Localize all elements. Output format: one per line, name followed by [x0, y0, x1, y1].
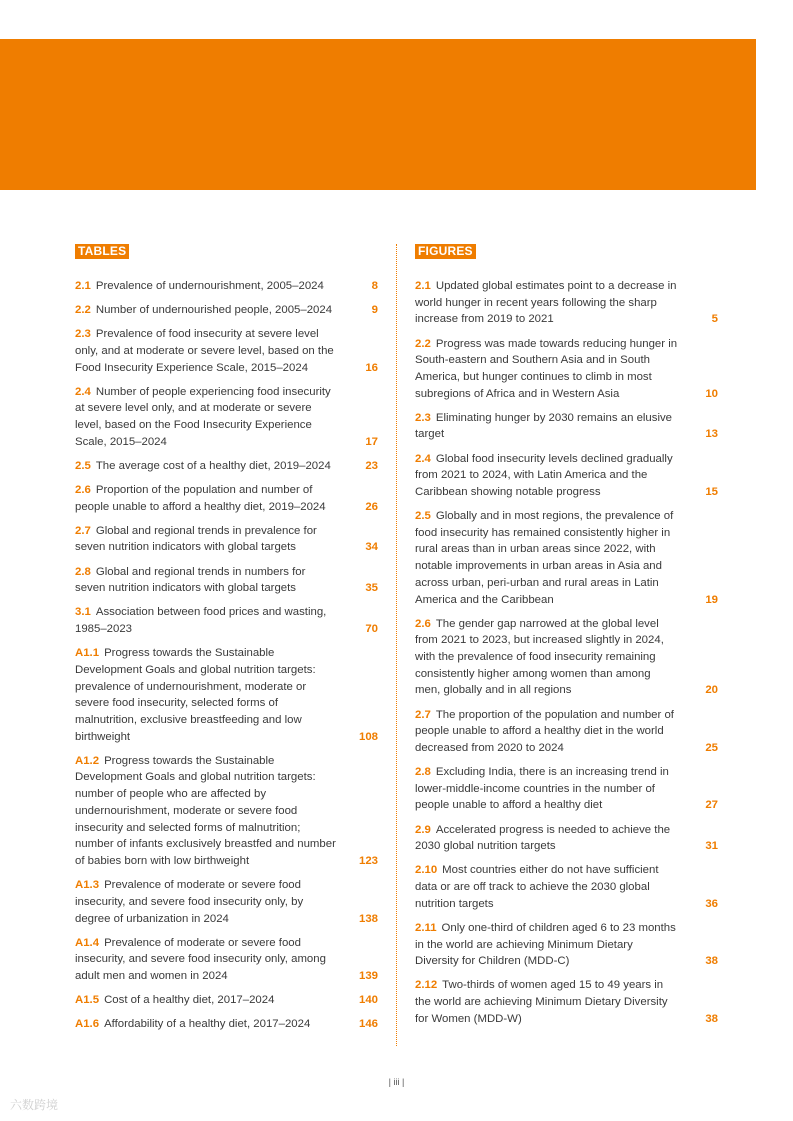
entry-number: 2.3 — [75, 328, 91, 341]
entry-number: 2.5 — [75, 459, 91, 472]
entry-number: A1.2 — [75, 754, 100, 767]
figure-entry[interactable] — [415, 920, 718, 970]
table-entry[interactable] — [75, 877, 378, 927]
entry-number: 2.1 — [415, 280, 431, 292]
entry-page: 35 — [365, 582, 378, 595]
entry-page: 139 — [358, 970, 378, 982]
entry-page: 138 — [358, 912, 378, 925]
entry-number: 2.3 — [415, 411, 431, 424]
figures-column — [415, 242, 718, 1035]
table-entry[interactable] — [75, 458, 378, 475]
entry-title: Global and regional trends in numbers for seven nutrition indicators with global targets — [75, 565, 306, 595]
entry-page: 27 — [705, 799, 718, 812]
table-entry[interactable] — [75, 278, 378, 295]
figure-entry[interactable] — [415, 616, 718, 700]
tables-list — [75, 278, 378, 1033]
entry-title: Proportion of the population and number of people unable to afford a healthy diet, 2019–2024 — [75, 483, 326, 513]
entry-page: 38 — [705, 1012, 718, 1025]
entry-title: Number of undernourished people, 2005–2024 — [95, 304, 333, 317]
column-divider — [396, 244, 397, 1046]
entry-title: Eliminating hunger by 2030 remains an elusive target — [415, 411, 673, 441]
entry-page: 108 — [358, 730, 378, 743]
figure-entry[interactable] — [415, 862, 718, 912]
entry-title: Prevalence of moderate or severe food insecurity, and severe food insecurity only, among adult men and women in 2024 — [75, 936, 326, 982]
table-entry[interactable] — [75, 564, 378, 597]
entry-number: 2.1 — [75, 280, 91, 292]
entry-title: Affordability of a healthy diet, 2017–2024 — [104, 1018, 311, 1031]
tables-column — [75, 242, 378, 1040]
entry-title: Progress was made towards reducing hunger in South-eastern and Southern Asia and in South America, but hunger continues to climb in most subregions of Africa and in Western Asia — [415, 337, 678, 400]
entry-number: 2.6 — [75, 483, 91, 496]
entry-page: 16 — [365, 361, 378, 374]
entry-number: A1.6 — [75, 1018, 100, 1031]
entry-number: 2.9 — [415, 823, 431, 836]
entry-title: Global food insecurity levels declined gradually from 2021 to 2024, with Latin America and the Caribbean showing notable progress — [415, 452, 673, 498]
table-entry[interactable] — [75, 523, 378, 556]
entry-number: A1.1 — [75, 647, 100, 660]
entry-page: 5 — [711, 313, 718, 326]
entry-number: 2.2 — [75, 304, 91, 317]
figure-entry[interactable] — [415, 410, 718, 443]
entry-page: 36 — [705, 897, 718, 910]
figure-entry[interactable] — [415, 278, 718, 328]
table-entry[interactable] — [75, 753, 378, 870]
entry-number: 2.5 — [415, 510, 431, 522]
table-entry[interactable] — [75, 326, 378, 376]
entry-title: Progress towards the Sustainable Development Goals and global nutrition targets: prevalence of undernourishment, moderate or severe food insecurity, selected forms of malnutrition, exclusive breastfeeding and low birthweight — [75, 647, 316, 743]
entry-page: 9 — [371, 304, 378, 317]
entry-title: Global and regional trends in prevalence for seven nutrition indicators with global targets — [75, 524, 317, 554]
figures-list — [415, 278, 718, 1027]
entry-page: 70 — [365, 623, 378, 636]
table-entry[interactable] — [75, 384, 378, 451]
header-banner — [0, 39, 756, 190]
entry-title: Number of people experiencing food insecurity at severe level only, and at moderate or severe level, based on the Food Insecurity Experience Scale, 2015–2024 — [75, 385, 331, 448]
entry-page: 31 — [705, 840, 718, 853]
entry-page: 123 — [358, 855, 378, 867]
entry-page: 15 — [705, 485, 718, 498]
entry-page: 8 — [371, 280, 378, 292]
entry-page: 140 — [358, 994, 378, 1007]
entry-title: Two-thirds of women aged 15 to 49 years in the world are achieving Minimum Dietary Diversity for Women (MDD-W) — [415, 979, 668, 1025]
entry-page: 146 — [358, 1018, 378, 1031]
entry-page: 26 — [365, 500, 378, 513]
entry-number: A1.4 — [75, 936, 100, 949]
entry-number: 2.10 — [415, 864, 438, 877]
table-entry[interactable] — [75, 482, 378, 515]
entry-number: A1.5 — [75, 994, 100, 1007]
entry-page: 17 — [365, 435, 378, 448]
entry-title: The proportion of the population and number of people unable to afford a healthy diet in the world decreased from 2020 to 2024 — [415, 708, 674, 754]
page-folio: | iii | — [388, 1077, 405, 1087]
table-entry[interactable] — [75, 935, 378, 985]
entry-title: Prevalence of food insecurity at severe level only, and at moderate or severe level, based on the Food Insecurity Experience Scale, 2015–2024 — [75, 328, 334, 374]
entry-title: Prevalence of moderate or severe food insecurity, and severe food insecurity only, by degree of urbanization in 2024 — [75, 879, 304, 925]
entry-number: 2.6 — [415, 617, 431, 630]
entry-number: 2.11 — [415, 921, 437, 934]
table-entry[interactable] — [75, 992, 378, 1009]
figure-entry[interactable] — [415, 822, 718, 855]
entry-page: 34 — [365, 541, 378, 554]
figure-entry[interactable] — [415, 336, 718, 403]
table-entry[interactable] — [75, 1016, 378, 1033]
entry-number: 2.4 — [415, 452, 431, 465]
entry-page: 19 — [705, 593, 718, 606]
entry-title: The gender gap narrowed at the global level from 2021 to 2023, but increased slightly in 2024, with the prevalence of food insecurity remaining consistently higher among women than among men, globally and in all regions — [415, 617, 664, 697]
entry-number: 2.7 — [75, 524, 91, 537]
entry-title: Association between food prices and wasting, 1985–2023 — [75, 606, 327, 636]
entry-page: 10 — [705, 387, 718, 400]
entry-title: Excluding India, there is an increasing trend in lower-middle-income countries in the number of people unable to afford a healthy diet — [415, 766, 669, 812]
entry-number: 2.12 — [415, 979, 438, 992]
entry-number: 2.8 — [415, 766, 431, 779]
entry-page: 23 — [365, 459, 378, 472]
entry-title: Updated global estimates point to a decrease in world hunger in recent years following the sharp increase from 2019 to 2021 — [415, 280, 677, 326]
figure-entry[interactable] — [415, 764, 718, 814]
figure-entry[interactable] — [415, 707, 718, 757]
entry-title: Cost of a healthy diet, 2017–2024 — [104, 994, 275, 1007]
figure-entry[interactable] — [415, 508, 718, 608]
entry-number: A1.3 — [75, 879, 100, 892]
entry-number: 3.1 — [75, 606, 91, 619]
figure-entry[interactable] — [415, 451, 718, 501]
table-entry[interactable] — [75, 604, 378, 637]
table-entry[interactable] — [75, 645, 378, 745]
entry-title: Progress towards the Sustainable Development Goals and global nutrition targets: number of people who are affected by undernourishment, moderate or severe food insecurity and selected forms of malnutrition; number of infants exclusively breastfed and number of babies born with low birthweight — [75, 754, 336, 867]
entry-title: Most countries either do not have sufficient data or are off track to achieve the 2030 global nutrition targets — [415, 864, 659, 910]
entry-page: 13 — [705, 428, 718, 441]
figure-entry[interactable] — [415, 977, 718, 1027]
watermark: 六数跨境 — [10, 1098, 59, 1112]
tables-heading: TABLES — [75, 244, 129, 259]
entry-number: 2.2 — [415, 337, 431, 350]
entry-page: 38 — [705, 955, 718, 968]
entry-title: The average cost of a healthy diet, 2019–2024 — [95, 459, 331, 472]
entry-title: Globally and in most regions, the prevalence of food insecurity has remained consistently higher in rural areas than in urban areas since 2022, with notable improvements in urban areas in Asia and across urban, peri-urban and rural areas in Latin America and the Caribbean — [415, 510, 674, 606]
entry-title: Accelerated progress is needed to achieve the 2030 global nutrition targets — [415, 823, 671, 853]
table-entry[interactable] — [75, 302, 378, 319]
entry-page: 20 — [705, 684, 718, 697]
entry-number: 2.8 — [75, 565, 91, 578]
entry-title: Prevalence of undernourishment, 2005–2024 — [95, 280, 324, 292]
entry-number: 2.4 — [75, 385, 91, 398]
figures-heading: FIGURES — [415, 244, 476, 259]
entry-title: Only one-third of children aged 6 to 23 months in the world are achieving Minimum Dietary Diversity for Children (MDD-C) — [415, 921, 676, 968]
entry-page: 25 — [705, 741, 718, 754]
entry-number: 2.7 — [415, 708, 431, 721]
